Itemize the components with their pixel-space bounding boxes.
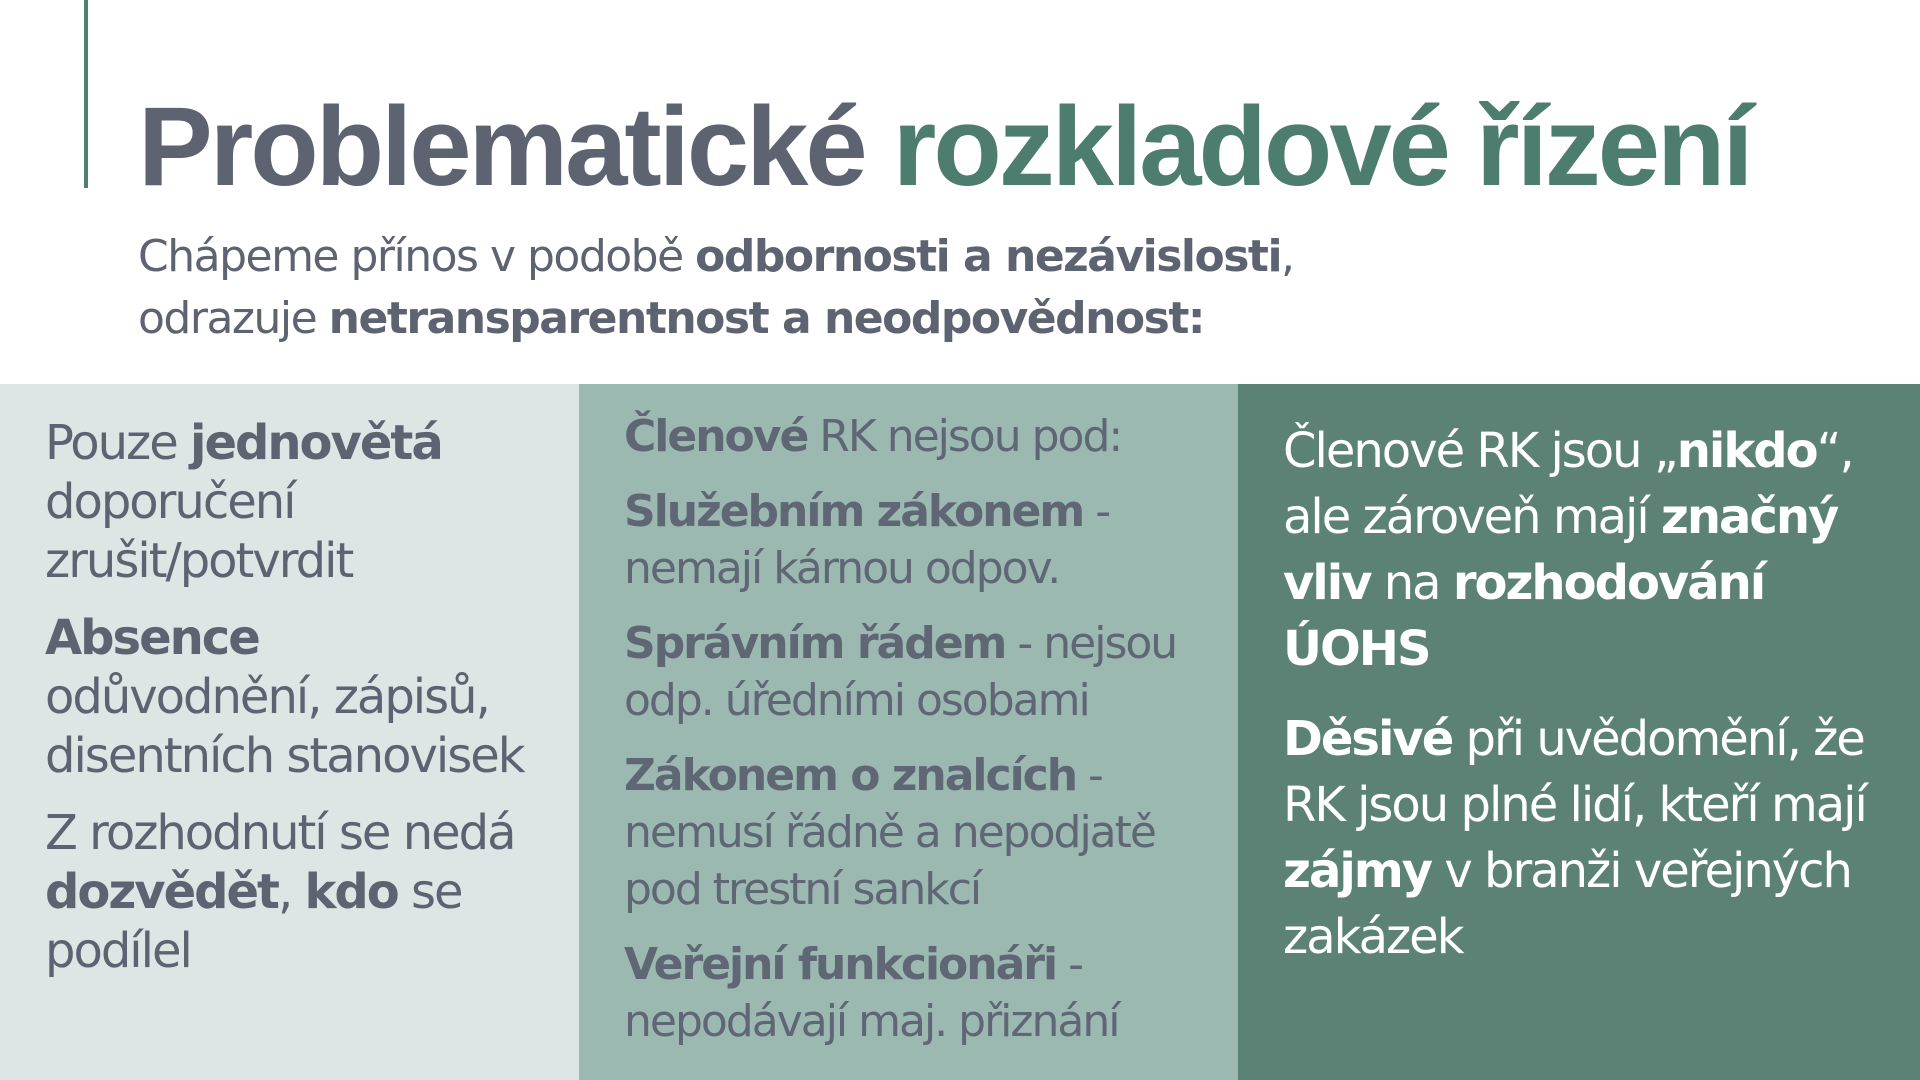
column-recommendations	[0, 384, 579, 1080]
point-emphasis: dozvědět	[45, 864, 278, 920]
point-emphasis: Absence	[45, 610, 259, 666]
item-text: - nemusí řádně a nepodjatě pod trestní sankcí	[624, 750, 1155, 915]
slide-title	[138, 80, 1751, 214]
subtitle-emphasis: odbornosti a nezávislosti	[695, 231, 1282, 282]
title-part-green: rozkladové řízení	[892, 84, 1751, 209]
point-text: Členové RK jsou „	[1283, 423, 1677, 479]
point-text: v branži veřejných zakázek	[1283, 843, 1851, 965]
column-1-point-2	[45, 609, 579, 786]
point-text: se podílel	[45, 864, 462, 979]
subtitle-line-1	[138, 226, 1294, 288]
point-text: RK nejsou pod:	[807, 411, 1122, 462]
item-text: - nepodávají maj. přiznání	[624, 939, 1119, 1047]
content-columns	[0, 384, 1920, 1080]
subtitle-text: odrazuje	[138, 293, 329, 344]
point-text: Z rozhodnutí se nedá	[45, 805, 515, 861]
point-text: Pouze	[45, 415, 191, 471]
column-influence	[1238, 384, 1920, 1080]
column-2-item	[624, 615, 1238, 729]
column-3-point-2	[1283, 706, 1920, 970]
point-emphasis: Členové	[624, 411, 808, 462]
point-emphasis: Děsivé	[1283, 711, 1453, 767]
point-emphasis: zájmy	[1283, 843, 1432, 899]
title-accent-bar	[84, 0, 88, 188]
item-text: - nemají kárnou odpov.	[624, 486, 1110, 594]
slide-subtitle	[138, 226, 1294, 350]
column-2-intro	[624, 408, 1238, 465]
column-3-point-1	[1283, 418, 1920, 682]
item-emphasis: Správním řádem	[624, 618, 1006, 669]
column-1-point-1	[45, 414, 579, 591]
point-text: při uvědomění, že RK jsou plné lidí, kteří mají	[1283, 711, 1866, 833]
point-text: na	[1370, 555, 1453, 611]
column-2-item	[624, 747, 1238, 918]
column-2-item	[624, 936, 1238, 1050]
point-emphasis: jednovětá	[190, 415, 442, 471]
column-2-item	[624, 483, 1238, 597]
point-text: odůvodnění, zápisů, disentních stanovisek	[45, 669, 524, 784]
point-text: ,	[277, 864, 305, 920]
item-text: - nejsou odp. úředními osobami	[624, 618, 1177, 726]
subtitle-line-2	[138, 288, 1294, 350]
point-emphasis: značný vliv	[1283, 489, 1838, 611]
subtitle-text: ,	[1281, 231, 1294, 282]
column-1-point-3	[45, 804, 579, 981]
point-emphasis: rozhodování ÚOHS	[1283, 555, 1765, 677]
title-part-gray: Problematické	[138, 84, 893, 209]
point-text: “, ale zároveň mají	[1283, 423, 1853, 545]
item-emphasis: Zákonem o znalcích	[624, 750, 1077, 801]
subtitle-emphasis: netransparentnost a neodpovědnost:	[328, 293, 1204, 344]
point-emphasis: kdo	[304, 864, 398, 920]
item-emphasis: Služebním zákonem	[624, 486, 1084, 537]
point-emphasis: nikdo	[1676, 423, 1817, 479]
subtitle-text: Chápeme přínos v podobě	[138, 231, 696, 282]
point-text: doporučení zrušit/potvrdit	[45, 474, 353, 589]
item-emphasis: Veřejní funkcionáři	[624, 939, 1057, 990]
column-legal-gaps	[579, 384, 1238, 1080]
